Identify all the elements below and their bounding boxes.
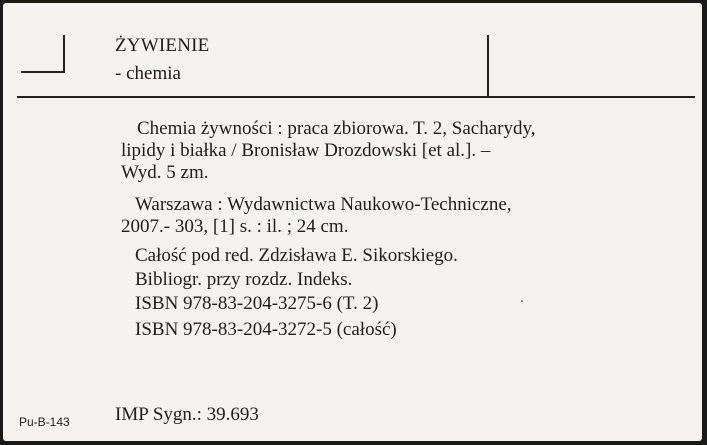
subject-heading: ŻYWIENIE <box>115 35 210 56</box>
header-horizontal-rule <box>17 96 695 98</box>
shelf-mark: Pu-B-143 <box>19 415 70 429</box>
isbn-line-2: ISBN 978-83-204-3272-5 (całość) <box>135 319 397 340</box>
bracket-horizontal-line <box>21 71 65 73</box>
corner-bracket-mark <box>21 35 65 73</box>
note-line-1: Całość pod red. Zdzisława E. Sikorskiego. <box>135 245 458 266</box>
catalog-card <box>3 3 702 441</box>
title-line-3: Wyd. 5 zm. <box>121 162 209 183</box>
title-line-1: Chemia żywności : praca zbiorowa. T. 2, Sacharydy, <box>137 118 536 139</box>
isbn-line-1: ISBN 978-83-204-3275-6 (T. 2) <box>135 293 379 314</box>
subject-subdivision: - chemia <box>115 63 181 84</box>
imprint-line-1: Warszawa : Wydawnictwa Naukowo-Techniczne, <box>135 194 512 215</box>
dust-speck <box>521 300 523 302</box>
title-line-2: lipidy i białka / Bronisław Drozdowski [et al.]. – <box>121 140 491 161</box>
header-vertical-divider <box>487 35 489 98</box>
bracket-vertical-line <box>63 35 65 73</box>
call-number: IMP Sygn.: 39.693 <box>115 404 259 425</box>
imprint-line-2: 2007.- 303, [1] s. : il. ; 24 cm. <box>121 216 349 237</box>
note-line-2: Bibliogr. przy rozdz. Indeks. <box>135 269 353 290</box>
